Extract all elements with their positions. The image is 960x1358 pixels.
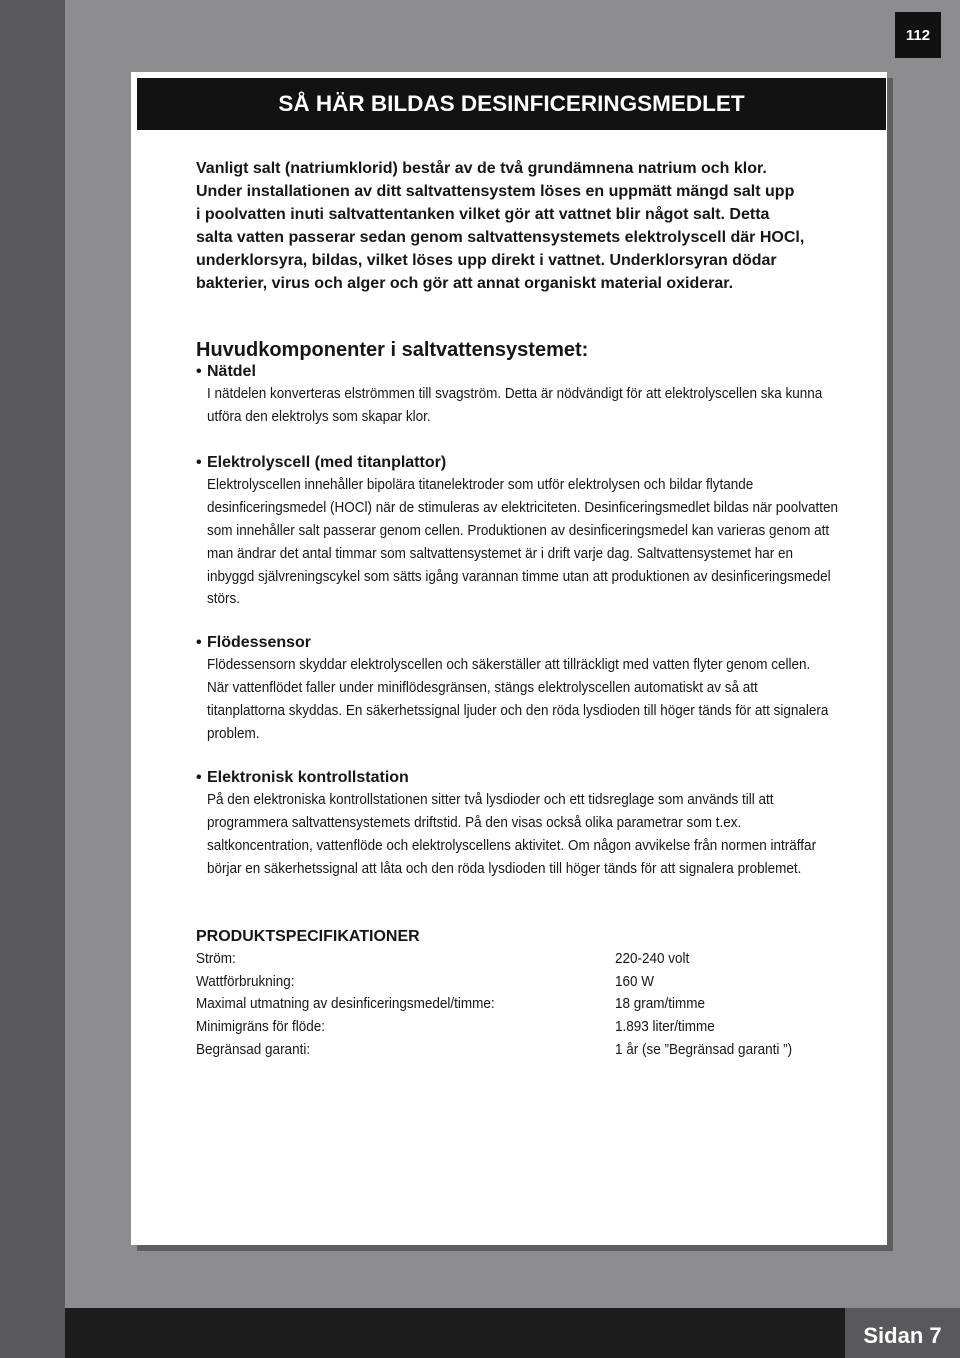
spec-label: Wattförbrukning: [196,972,295,990]
page-title: SÅ HÄR BILDAS DESINFICERINGSMEDLET [278,91,745,116]
intro-line: salta vatten passerar sedan genom saltvattensystemets elektrolyscell där HOCl, [196,229,805,246]
description-line: saltkoncentration, vattenflöde och elektrolyscellens aktivitet. Om någon avvikelse från normen inträffar [207,836,817,854]
component-heading [196,767,884,790]
intro-paragraph [196,157,804,295]
bullet-icon [196,767,202,790]
description-line: programmera saltvattensystemets driftstid. På den visas också olika parametrar som t.ex. [207,814,742,832]
component-heading [196,452,908,475]
side-strip [0,0,65,1358]
description-line: man ändrar det antal timmar som saltvattensystemet är i drift varje dag. Saltvattensystemet har en [207,544,794,562]
description-line: Elektrolyscellen innehåller bipolära titanelektroder som utför elektrolysen och bildar flytande [207,476,754,494]
component-section [196,361,891,429]
component-label: Flödessensor [207,633,312,651]
content-card [131,72,887,1245]
spec-label: Maximal utmatning av desinficeringsmedel/timme: [196,995,495,1013]
page-number: 112 [905,26,931,44]
component-description [207,474,838,611]
spec-row [196,1039,793,1062]
intro-line: i poolvatten inuti saltvattentanken vilket gör att vattnet blir något salt. Detta [196,206,770,223]
description-line: Flödessensorn skyddar elektrolyscellen och säkerställer att tillräckligt med vatten flyter genom cellen. [207,656,811,674]
component-label: Elektronisk kontrollstation [207,768,409,786]
component-label: Nätdel [207,362,256,380]
component-description [207,654,828,745]
description-line: problem. [207,724,260,742]
component-section [196,767,884,881]
spec-label: Minimigräns för flöde: [196,1018,326,1036]
spec-value: 1 år (se ”Begränsad garanti ”) [615,1040,793,1058]
description-line: som innehåller salt passerar genom cellen. Produktionen av desinficeringsmedel kan varieras genom att [207,521,830,539]
description-line: desinficeringsmedel (HOCl) när de stimuleras av elektriciteten. Desinficeringsmedlet bildas när poolvatten [207,499,839,517]
intro-line: Under installationen av ditt saltvattensystem löses en uppmätt mängd salt upp [196,183,795,200]
description-line: När vattenflödet faller under miniflödesgränsen, stängs elektrolyscellen automatiskt av så att [207,679,758,697]
spec-row [196,993,706,1016]
spec-value: 18 gram/timme [615,995,706,1013]
specs-table [196,926,793,1062]
spec-value: 1.893 liter/timme [615,1018,715,1036]
spec-label: Ström: [196,949,236,967]
spec-row [196,948,690,971]
intro-line: underklorsyra, bildas, vilket löses upp direkt i vattnet. Underklorsyran dödar [196,252,777,269]
footer-page-label: Sidan 7 [863,1322,942,1348]
page-number-badge [895,12,941,58]
bullet-icon [196,452,202,475]
description-line: På den elektroniska kontrollstationen sitter två lysdioder och ett tidsreglage som används till att [207,791,774,809]
component-section [196,632,897,746]
component-label: Elektrolyscell (med titanplattor) [207,453,447,471]
description-line: utföra den elektrolys som skapar klor. [207,408,431,426]
component-heading [196,361,891,384]
spec-row [196,971,655,994]
footer-page-badge [845,1308,960,1358]
description-line: I nätdelen konverteras elströmmen till svagström. Detta är nödvändigt för att elektrolyscellen ska kunna [207,385,823,403]
bullet-icon [196,361,202,384]
component-section [196,452,908,612]
spec-label: Begränsad garanti: [196,1040,311,1058]
specs-heading: PRODUKTSPECIFIKATIONER [196,927,420,945]
spec-row [196,1016,715,1039]
title-bar [137,78,886,130]
component-description [207,789,816,880]
description-line: börjar en säkerhetssignal att låta och den röda lysdioden till höger tänds för att signalera problemet. [207,859,802,877]
component-description [207,383,822,429]
intro-line: Vanligt salt (natriumklorid) består av de två grundämnena natrium och klor. [196,160,767,177]
description-line: inbyggd självreningscykel som sätts igång varannan timme utan att produktionen av desinficeringsmedel [207,567,831,585]
spec-value: 160 W [615,972,655,990]
component-heading [196,632,897,655]
spec-value: 220-240 volt [615,949,690,967]
description-line: störs. [207,590,241,608]
components-heading: Huvudkomponenter i saltvattensystemet: [196,339,589,361]
footer-bar [65,1308,845,1358]
bullet-icon [196,632,202,655]
description-line: titanplattorna skyddas. En säkerhetssignal ljuder och den röda lysdioden till höger tänds för att signalera [207,701,829,719]
intro-line: bakterier, virus och alger och gör att annat organiskt material oxiderar. [196,275,734,292]
